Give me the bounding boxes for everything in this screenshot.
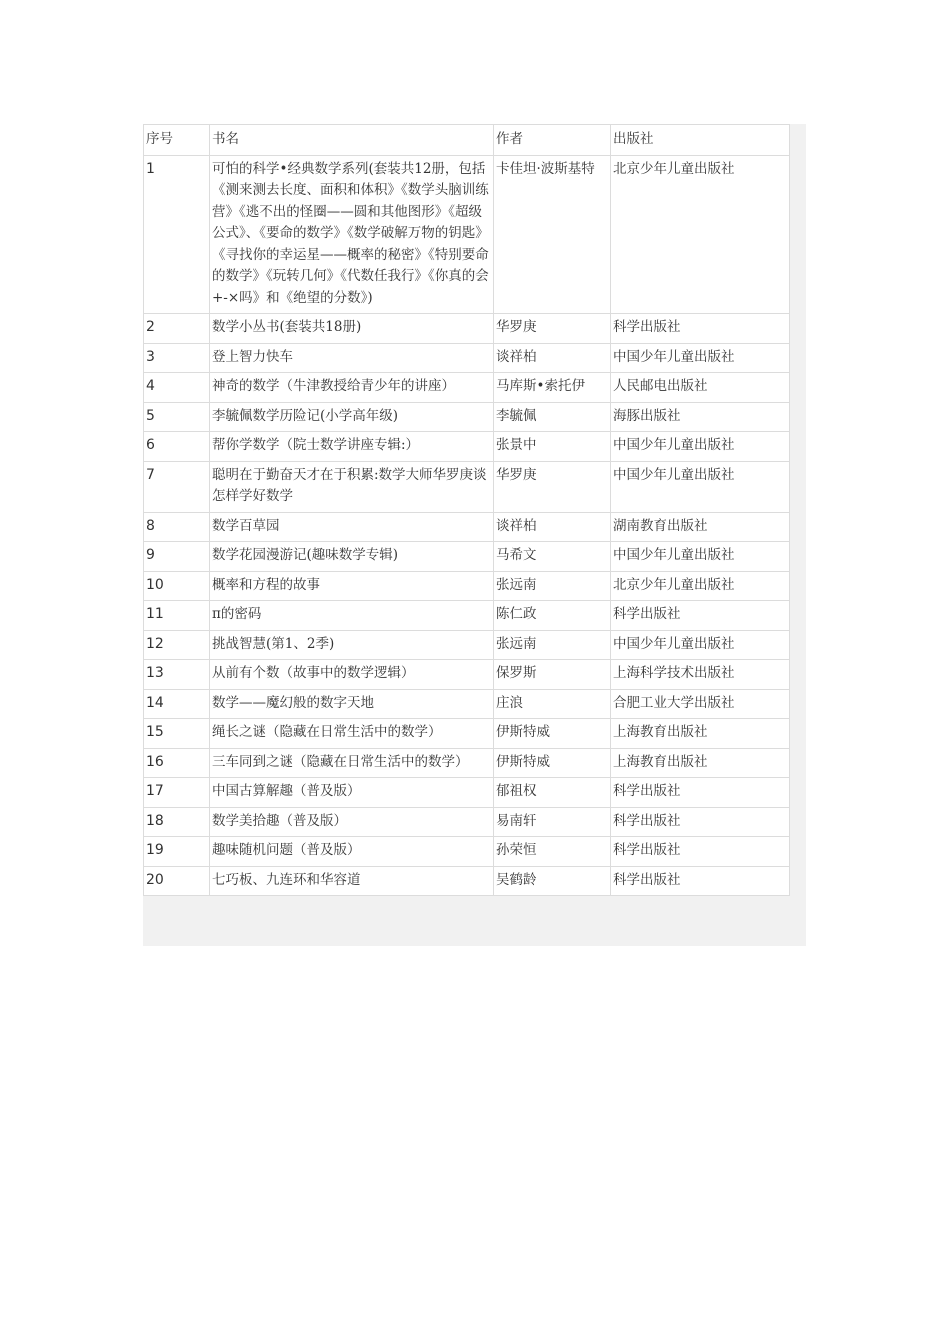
- book-author: 庄浪: [494, 689, 611, 719]
- book-list-body: [144, 125, 790, 896]
- book-author: 伊斯特威: [494, 748, 611, 778]
- book-author: 张景中: [494, 432, 611, 462]
- row-index: 10: [144, 571, 210, 601]
- table-row: [144, 571, 790, 601]
- book-publisher: 海豚出版社: [611, 402, 790, 432]
- row-index: 15: [144, 719, 210, 749]
- table-row: [144, 630, 790, 660]
- book-publisher: 上海教育出版社: [611, 748, 790, 778]
- table-row: [144, 866, 790, 896]
- book-publisher: 中国少年儿童出版社: [611, 343, 790, 373]
- table-header-row: [144, 125, 790, 156]
- book-author: 华罗庚: [494, 314, 611, 344]
- row-index: 1: [144, 155, 210, 314]
- book-author: 保罗斯: [494, 660, 611, 690]
- header-publisher: 出版社: [611, 125, 790, 156]
- row-index: 12: [144, 630, 210, 660]
- header-title: 书名: [210, 125, 494, 156]
- book-list-table: [143, 124, 790, 896]
- book-title: 中国古算解趣（普及版）: [210, 778, 494, 808]
- row-index: 3: [144, 343, 210, 373]
- book-publisher: 科学出版社: [611, 807, 790, 837]
- book-title: 聪明在于勤奋天才在于积累:数学大师华罗庚谈怎样学好数学: [210, 461, 494, 512]
- book-author: 谈祥柏: [494, 512, 611, 542]
- book-publisher: 北京少年儿童出版社: [611, 571, 790, 601]
- row-index: 6: [144, 432, 210, 462]
- book-author: 易南轩: [494, 807, 611, 837]
- book-publisher: 科学出版社: [611, 866, 790, 896]
- book-title: 数学百草园: [210, 512, 494, 542]
- book-author: 卡佳坦·波斯基特: [494, 155, 611, 314]
- table-row: [144, 601, 790, 631]
- book-publisher: 上海教育出版社: [611, 719, 790, 749]
- book-title: 数学花园漫游记(趣味数学专辑): [210, 542, 494, 572]
- row-index: 14: [144, 689, 210, 719]
- table-row: [144, 512, 790, 542]
- header-index: 序号: [144, 125, 210, 156]
- book-title: π的密码: [210, 601, 494, 631]
- book-author: 马希文: [494, 542, 611, 572]
- row-index: 20: [144, 866, 210, 896]
- book-publisher: 中国少年儿童出版社: [611, 630, 790, 660]
- book-title: 登上智力快车: [210, 343, 494, 373]
- table-row: [144, 837, 790, 867]
- book-title: 从前有个数（故事中的数学逻辑）: [210, 660, 494, 690]
- book-publisher: 湖南教育出版社: [611, 512, 790, 542]
- table-row: [144, 373, 790, 403]
- row-index: 16: [144, 748, 210, 778]
- row-index: 19: [144, 837, 210, 867]
- row-index: 7: [144, 461, 210, 512]
- row-index: 8: [144, 512, 210, 542]
- book-title: 李毓佩数学历险记(小学高年级): [210, 402, 494, 432]
- book-title: 数学——魔幻般的数字天地: [210, 689, 494, 719]
- book-author: 张远南: [494, 630, 611, 660]
- row-index: 4: [144, 373, 210, 403]
- book-author: 陈仁政: [494, 601, 611, 631]
- book-title: 概率和方程的故事: [210, 571, 494, 601]
- book-title: 三车同到之谜（隐藏在日常生活中的数学）: [210, 748, 494, 778]
- book-author: 郁祖权: [494, 778, 611, 808]
- table-row: [144, 748, 790, 778]
- book-publisher: 中国少年儿童出版社: [611, 432, 790, 462]
- row-index: 18: [144, 807, 210, 837]
- row-index: 5: [144, 402, 210, 432]
- book-publisher: 北京少年儿童出版社: [611, 155, 790, 314]
- book-title: 数学美拾趣（普及版）: [210, 807, 494, 837]
- book-author: 李毓佩: [494, 402, 611, 432]
- row-index: 17: [144, 778, 210, 808]
- table-row: [144, 461, 790, 512]
- row-index: 11: [144, 601, 210, 631]
- table-row: [144, 542, 790, 572]
- book-publisher: 中国少年儿童出版社: [611, 461, 790, 512]
- table-row: [144, 719, 790, 749]
- book-publisher: 上海科学技术出版社: [611, 660, 790, 690]
- book-title: 绳长之谜（隐藏在日常生活中的数学）: [210, 719, 494, 749]
- book-author: 张远南: [494, 571, 611, 601]
- book-publisher: 科学出版社: [611, 601, 790, 631]
- table-row: [144, 432, 790, 462]
- book-publisher: 合肥工业大学出版社: [611, 689, 790, 719]
- book-publisher: 中国少年儿童出版社: [611, 542, 790, 572]
- book-publisher: 科学出版社: [611, 778, 790, 808]
- book-publisher: 科学出版社: [611, 314, 790, 344]
- book-publisher: 人民邮电出版社: [611, 373, 790, 403]
- table-row: [144, 807, 790, 837]
- book-author: 马库斯•索托伊: [494, 373, 611, 403]
- book-author: 吴鹤龄: [494, 866, 611, 896]
- row-index: 2: [144, 314, 210, 344]
- table-row: [144, 689, 790, 719]
- book-title: 数学小丛书(套装共18册): [210, 314, 494, 344]
- row-index: 13: [144, 660, 210, 690]
- header-author: 作者: [494, 125, 611, 156]
- book-title: 帮你学数学（院士数学讲座专辑:）: [210, 432, 494, 462]
- table-row: [144, 314, 790, 344]
- book-publisher: 科学出版社: [611, 837, 790, 867]
- book-title: 七巧板、九连环和华容道: [210, 866, 494, 896]
- book-author: 谈祥柏: [494, 343, 611, 373]
- row-index: 9: [144, 542, 210, 572]
- book-title: 神奇的数学（牛津教授给青少年的讲座）: [210, 373, 494, 403]
- book-title: 挑战智慧(第1、2季): [210, 630, 494, 660]
- book-title: 趣味随机问题（普及版）: [210, 837, 494, 867]
- table-row: [144, 778, 790, 808]
- table-row: [144, 343, 790, 373]
- book-author: 伊斯特威: [494, 719, 611, 749]
- table-row: [144, 402, 790, 432]
- table-row: [144, 155, 790, 314]
- book-author: 华罗庚: [494, 461, 611, 512]
- book-title: 可怕的科学•经典数学系列(套装共12册，包括《测来测去长度、面积和体积》《数学头脑训练营》《逃不出的怪圈——圆和其他图形》《超级公式》、《要命的数学》《数学破解万物的钥匙》《寻找你的幸运星——概率的秘密》《特别要命的数学》《玩转几何》《代数任我行》《你真的会+-×吗》和《绝望的分数》): [210, 155, 494, 314]
- table-row: [144, 660, 790, 690]
- book-author: 孙荣恒: [494, 837, 611, 867]
